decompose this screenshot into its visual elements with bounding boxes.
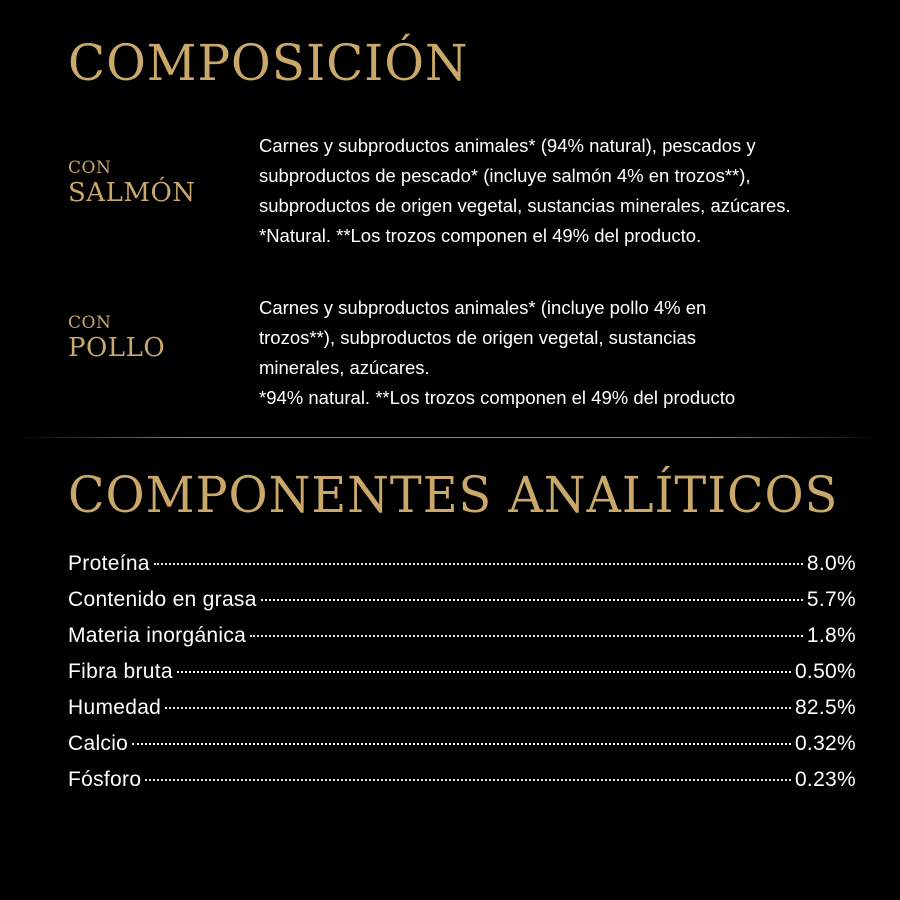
variant-pollo-description <box>259 293 889 413</box>
analytic-label: Fósforo <box>68 768 142 791</box>
variant-pollo-con: CON <box>68 313 112 333</box>
analytic-value: 82.5% <box>794 696 856 719</box>
dot-leader <box>132 743 791 745</box>
analytic-row-proteina <box>68 552 856 588</box>
variant-salmon-name: SALMÓN <box>68 178 196 208</box>
dot-leader <box>154 563 803 565</box>
composicion-heading: COMPOSICIÓN <box>68 34 469 92</box>
analytic-label: Fibra bruta <box>68 660 173 683</box>
analiticos-heading: COMPONENTES ANALÍTICOS <box>68 466 839 524</box>
dot-leader <box>177 671 791 673</box>
analytic-row-calcio <box>68 732 856 768</box>
variant-salmon-label <box>68 158 196 208</box>
description-line: minerales, azúcares. <box>259 357 430 378</box>
description-line: subproductos de origen vegetal, sustancias minerales, azúcares. <box>259 195 791 216</box>
analytic-value: 5.7% <box>806 588 856 611</box>
description-line: *Natural. **Los trozos componen el 49% del producto. <box>259 225 702 246</box>
analytic-row-humedad <box>68 696 856 732</box>
analytic-value: 0.50% <box>794 660 856 683</box>
analytic-row-materia-inorganica <box>68 624 856 660</box>
variant-pollo-name: POLLO <box>68 333 166 363</box>
variant-pollo-label <box>68 313 165 363</box>
analytic-value: 8.0% <box>806 552 856 575</box>
description-line: Carnes y subproductos animales* (incluye pollo 4% en <box>259 297 707 318</box>
analytic-value: 0.23% <box>794 768 856 791</box>
dot-leader <box>145 779 791 781</box>
analytic-row-fosforo <box>68 768 856 804</box>
section-divider <box>20 437 880 438</box>
description-line: *94% natural. **Los trozos componen el 49% del producto <box>259 387 736 408</box>
analytic-value: 1.8% <box>806 624 856 647</box>
analytic-label: Humedad <box>68 696 162 719</box>
dot-leader <box>261 599 803 601</box>
analytic-label: Proteína <box>68 552 150 575</box>
variant-salmon-con: CON <box>68 158 112 178</box>
analytic-row-grasa <box>68 588 856 624</box>
description-line: trozos**), subproductos de origen vegetal, sustancias <box>259 327 697 348</box>
analytic-label: Materia inorgánica <box>68 624 247 647</box>
description-line: subproductos de pescado* (incluye salmón 4% en trozos**), <box>259 165 751 186</box>
description-line: Carnes y subproductos animales* (94% natural), pescados y <box>259 135 756 156</box>
analytic-value: 0.32% <box>794 732 856 755</box>
analytic-label: Contenido en grasa <box>68 588 257 611</box>
variant-salmon-description <box>259 131 889 251</box>
dot-leader <box>250 635 803 637</box>
dot-leader <box>165 707 791 709</box>
analytic-row-fibra-bruta <box>68 660 856 696</box>
analytic-label: Calcio <box>68 732 129 755</box>
analytic-list <box>68 552 856 804</box>
